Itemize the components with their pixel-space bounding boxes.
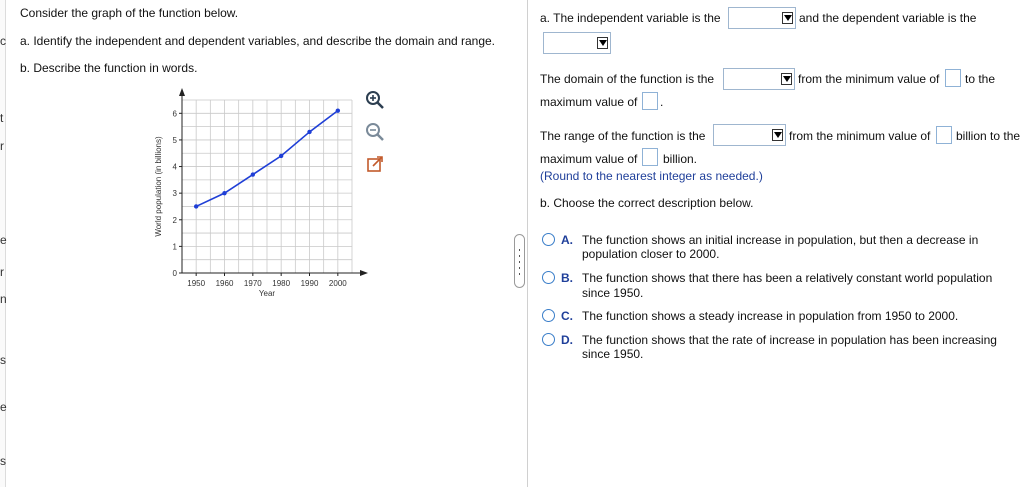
part-a-text-1: a. The independent variable is the [540,11,721,25]
edge-char: t [0,111,4,125]
edge-char: s [0,353,6,367]
part-a-text-2: and the dependent variable is the [799,11,977,25]
question-intro: Consider the graph of the function below. [20,6,239,20]
x-axis-label: Year [258,289,276,298]
y-tick-label: 6 [172,109,177,119]
option-text: since 1950. [582,286,644,300]
data-point [279,154,283,158]
population-line-chart [140,88,370,303]
edge-char: r [0,139,4,153]
option-text: population closer to 2000. [582,247,720,261]
y-tick-label: 5 [172,135,177,145]
edge-char: c [0,34,6,48]
domain-period: . [660,95,664,109]
edge-char: r [0,265,4,279]
y-tick-label: 1 [172,242,177,252]
x-tick-label: 1980 [272,279,291,288]
chevron-down-icon [772,129,783,141]
range-text-2: from the minimum value of [789,129,931,143]
pane-divider [527,0,528,487]
independent-variable-select[interactable] [728,7,796,29]
edge-char: e [0,233,7,247]
option-text: since 1950. [582,347,644,361]
range-text-4: maximum value of [540,152,638,166]
option-text: The function shows that there has been a relatively constant world population [582,271,993,285]
y-axis-arrow-icon [179,88,185,96]
radio-option-c[interactable] [542,309,555,322]
data-point [307,130,311,134]
round-note: (Round to the nearest integer as needed.) [540,169,763,183]
option-letter: C. [561,309,573,323]
range-text-5: billion. [663,152,698,166]
domain-text-1: The domain of the function is the [540,72,715,86]
domain-min-input[interactable] [945,69,961,87]
zoom-out-icon[interactable] [365,122,385,142]
radio-option-a[interactable] [542,233,555,246]
option-text: The function shows that the rate of increase in population has been increasing [582,333,997,347]
y-tick-label: 2 [172,215,177,225]
data-point [336,108,340,112]
data-point [222,191,226,195]
question-part-b: b. Describe the function in words. [20,61,198,75]
question-part-a: a. Identify the independent and dependent variables, and describe the domain and range. [20,34,496,48]
pane-resize-handle[interactable] [514,234,525,288]
y-tick-label: 4 [172,162,177,172]
x-tick-label: 1990 [300,279,319,288]
data-point [251,172,255,176]
option-letter: B. [561,271,573,285]
option-letter: D. [561,333,573,347]
y-tick-label: 3 [172,189,177,199]
option-letter: A. [561,233,573,247]
data-point [194,204,198,208]
y-axis-label: World population (in billions) [154,136,163,237]
external-link-icon[interactable] [365,154,385,174]
zoom-in-icon[interactable] [365,90,385,110]
x-tick-label: 1960 [215,279,234,288]
edge-char: n [0,292,7,306]
range-text-3: billion to the [956,129,1021,143]
question-pane [6,0,527,487]
option-text: The function shows a steady increase in population from 1950 to 2000. [582,309,959,323]
x-tick-label: 2000 [328,279,347,288]
part-b-prompt: b. Choose the correct description below. [540,196,754,210]
domain-text-4: maximum value of [540,95,638,109]
x-tick-label: 1970 [243,279,262,288]
domain-max-input[interactable] [642,92,658,110]
radio-option-d[interactable] [542,333,555,346]
edge-char: s [0,454,6,468]
chevron-down-icon [781,73,792,85]
option-text: The function shows an initial increase in population, but then a decrease in [582,233,979,247]
x-axis-arrow-icon [360,270,368,276]
domain-select[interactable] [723,68,795,90]
y-tick-label: 0 [172,269,177,278]
domain-text-2: from the minimum value of [798,72,940,86]
edge-char: e [0,400,7,414]
range-max-input[interactable] [642,148,658,166]
domain-text-3: to the [965,72,996,86]
x-tick-label: 1950 [187,279,206,288]
dependent-variable-select[interactable] [543,32,611,54]
chevron-down-icon [597,37,608,49]
chevron-down-icon [782,12,793,24]
radio-option-b[interactable] [542,271,555,284]
range-select[interactable] [713,124,786,146]
range-min-input[interactable] [936,126,952,144]
answer-pane [531,0,1024,487]
range-text-1: The range of the function is the [540,129,706,143]
